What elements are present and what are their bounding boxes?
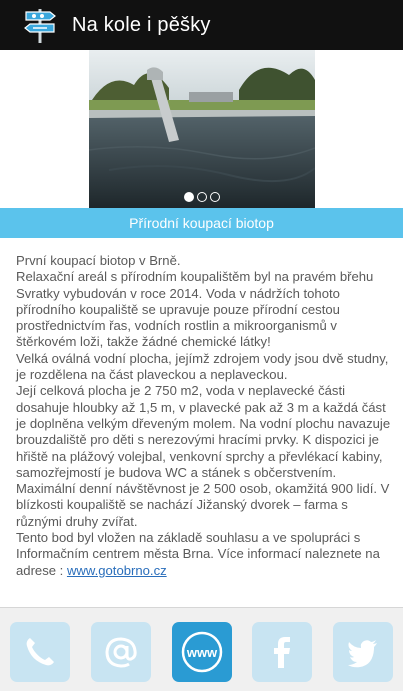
email-button[interactable]	[91, 622, 151, 682]
action-footer	[0, 607, 403, 691]
place-description	[16, 253, 392, 579]
carousel-dot[interactable]	[197, 192, 207, 202]
facebook-icon	[262, 632, 302, 672]
email-icon	[101, 632, 141, 672]
phone-icon	[20, 632, 60, 672]
photo-carousel[interactable]	[89, 50, 315, 208]
description-paragraph: Maximální denní návštěvnost je 2 500 osob, okamžitá 900 lidí. V blízkosti koupaliště se nachází Jižanský dvorek – farma s různými druhy zvířat.	[16, 481, 390, 529]
carousel-dot[interactable]	[210, 192, 220, 202]
description-paragraph: Její celková plocha je 2 750 m2, voda v neplavecké části dosahuje hloubky až 1,5 m, v plavecké pak až 3 m a každá část je doplněna velkým dřeveným molem. Na vodní plochu navazuje brouzdaliště pro děti s nerezovými hracími prvky. K dispozici je hřiště na plážový volejbal, venkovní sprchy a převlékací kabiny, samozřejmostí je budova WC a stánek s občerstvením.	[16, 383, 391, 480]
signpost-icon[interactable]	[20, 5, 60, 45]
app-bar	[0, 0, 403, 50]
carousel-dot[interactable]	[184, 192, 194, 202]
website-link[interactable]: www.gotobrno.cz	[66, 562, 167, 578]
twitter-icon	[343, 632, 383, 672]
description-paragraph: Relaxační areál s přírodním koupalištěm byl na pravém břehu Svratky vybudován v roce 2014. Voda v nádržích tohoto přírodního koupaliště se upravuje pouze přírodní cestou prostřednictvím řas, vodních rostlin a mikroorganismů v štěrkovém loži, takže žádné chemické látky!	[16, 269, 374, 350]
carousel-indicator[interactable]	[89, 192, 315, 202]
photo-caption: Přírodní koupací biotop	[0, 208, 403, 238]
facebook-button[interactable]	[252, 622, 312, 682]
call-button[interactable]	[10, 622, 70, 682]
svg-text:www: www	[186, 645, 218, 660]
app-title: Na kole i pěšky	[72, 13, 211, 36]
web-icon	[180, 630, 224, 674]
description-paragraph: První koupací biotop v Brně.	[16, 253, 181, 268]
pool-photo	[89, 50, 315, 208]
web-button[interactable]	[172, 622, 232, 682]
description-paragraph: Velká oválná vodní plocha, jejímž zdrojem vody jsou dvě studny, je rozdělena na část plaveckou a neplaveckou.	[16, 350, 389, 383]
credit-text: Tento bod byl vložen na základě souhlasu a ve spolupráci s Informačním centrem města Brna. Více informací naleznete na adrese :	[16, 530, 380, 578]
credit-paragraph	[16, 530, 392, 579]
twitter-button[interactable]	[333, 622, 393, 682]
